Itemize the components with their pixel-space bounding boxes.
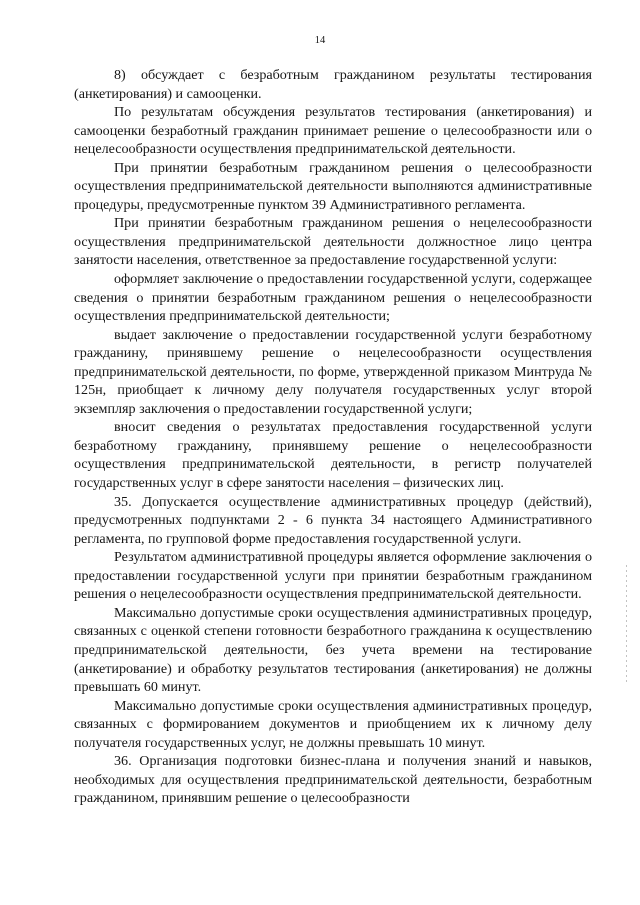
document-body	[74, 66, 592, 808]
paragraph-hand-over-conclusion: выдает заключение о предоставлении государственной услуги безработному гражданину, принявшему решение о нецелесообразности осуществления предпринимательской деятельности, по форме, утвержденной приказом Минтруда № 125н, приобщает к личному делу получателя государственных услуг второй экземпляр заключения о предоставлении государственной услуги;	[74, 326, 592, 417]
scan-margin-mark	[626, 565, 627, 685]
paragraph-negative-decision: При принятии безработным гражданином решения о нецелесообразности осуществления предпринимательской деятельности должностное лицо центра занятости населения, ответственное за предоставление государственной услуги:	[74, 215, 592, 269]
paragraph-positive-decision: При принятии безработным гражданином решения о целесообразности осуществления предпринимательской деятельности выполняются административные процедуры, предусмотренные пунктом 39 Административного регламента.	[74, 159, 592, 213]
page-number: 14	[314, 35, 326, 46]
paragraph-time-limit-documents: Максимально допустимые сроки осуществления административных процедур, связанных с формированием документов и приобщением их к личному делу получателя государственных услуг, не должны превышать 10 минут.	[74, 697, 592, 751]
paragraph-issue-conclusion: оформляет заключение о предоставлении государственной услуги, содержащее сведения о принятии безработным гражданином решения о нецелесообразности осуществления предпринимательской деятельности;	[74, 271, 592, 325]
paragraph-item-8-discussion: 8) обсуждает с безработным гражданином результаты тестирования (анкетирования) и самооценки.	[74, 67, 592, 102]
paragraph-time-limit-assessment: Максимально допустимые сроки осуществления административных процедур, связанных с оценкой степени готовности безработного гражданина к осуществлению предпринимательской деятельности, без учета времени на тестирование (анкетирование) и обработку результатов тестирования (анкетирования) не должны превышать 60 минут.	[74, 604, 592, 696]
paragraph-procedure-result: Результатом административной процедуры является оформление заключения о предоставлении государственной услуги при принятии безработным гражданином решения о нецелесообразности осуществления предпринимательской деятельности.	[74, 549, 592, 603]
paragraph-clause-36: 36. Организация подготовки бизнес-плана и получения знаний и навыков, необходимых для осуществления предпринимательской деятельности, безработным гражданином, принявшим решение о целесообразности	[74, 753, 592, 807]
paragraph-register-entry: вносит сведения о результатах предоставления государственной услуги безработному гражданину, принявшему решение о нецелесообразности осуществления предпринимательской деятельности, в регистр получателей государственных услуг в сфере занятости населения – физических лиц.	[74, 419, 592, 492]
paragraph-clause-35: 35. Допускается осуществление административных процедур (действий), предусмотренных подпунктами 2 - 6 пункта 34 настоящего Административного регламента, по групповой форме предоставления государственной услуги.	[74, 493, 592, 547]
paragraph-decision-result: По результатам обсуждения результатов тестирования (анкетирования) и самооценки безработный гражданин принимает решение о целесообразности или о нецелесообразности осуществления предпринимательской деятельности.	[74, 104, 592, 158]
